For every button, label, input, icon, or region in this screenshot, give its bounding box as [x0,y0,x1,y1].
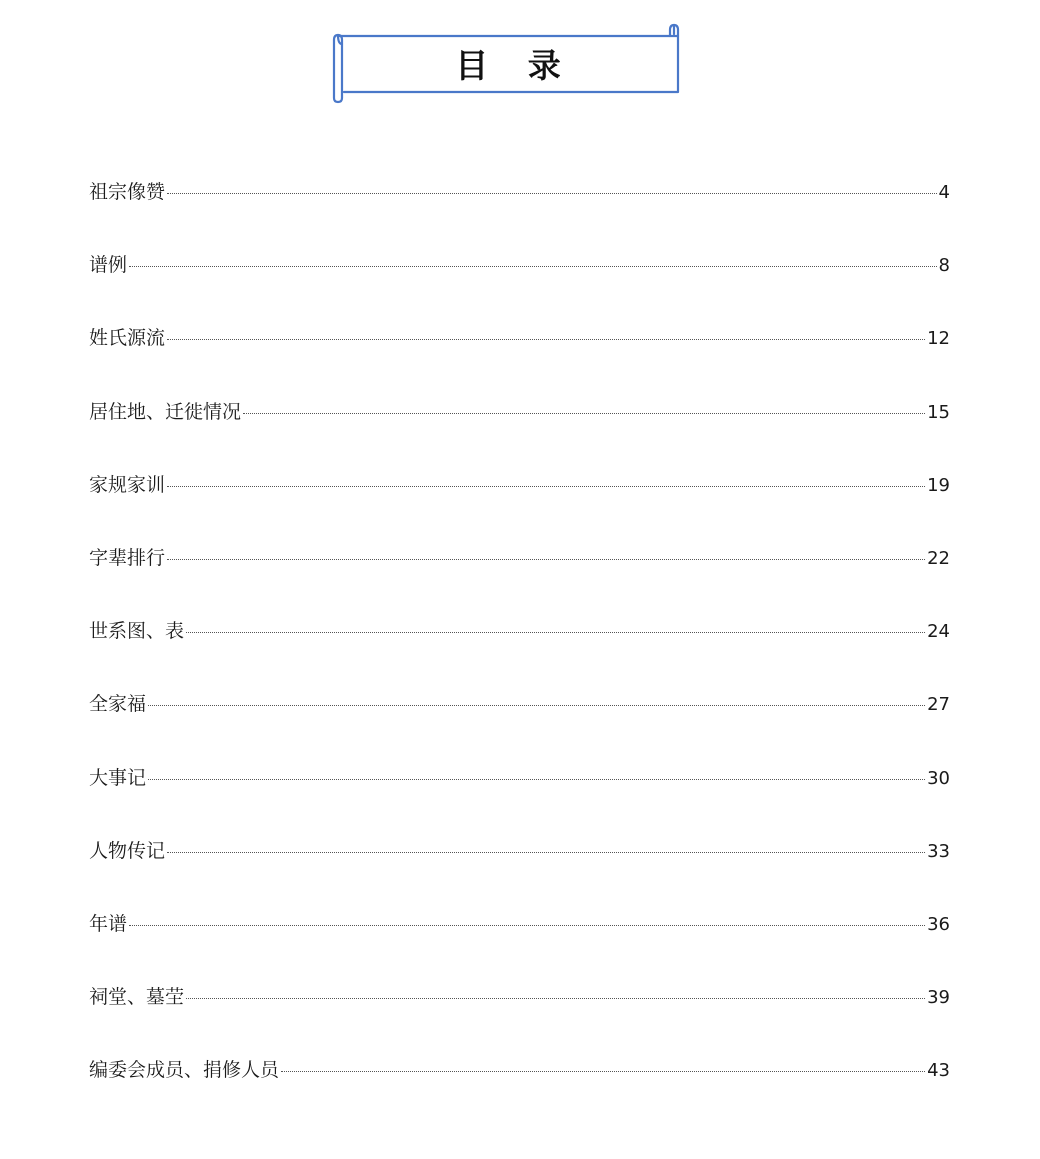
toc-page-number: 43 [927,1060,950,1082]
toc-entry[interactable] [89,175,950,248]
toc-dot-leader [186,998,925,999]
toc-entry[interactable] [89,614,950,687]
toc-page-number: 19 [927,474,950,496]
toc-dot-leader [167,339,925,340]
toc-entry[interactable] [89,907,950,980]
toc-entry-label: 居住地、迁徙情况 [89,400,242,423]
toc-page-number: 22 [927,547,950,569]
toc-entry-label: 祖宗像赞 [89,181,166,203]
toc-dot-leader [167,559,925,560]
toc-page-number: 8 [938,255,950,277]
toc-entry-label: 世系图、表 [89,620,185,643]
toc-dot-leader [167,852,925,853]
toc-entry-label: 谱例 [89,254,128,277]
toc-entry[interactable] [89,468,950,541]
toc-dot-leader [148,779,925,780]
toc-entry[interactable] [89,761,950,834]
toc-page-number: 33 [927,840,950,862]
toc-entry[interactable] [89,980,950,1053]
toc-entry[interactable] [89,395,950,468]
toc-page-number: 24 [927,621,950,643]
toc-page-number: 27 [927,694,950,716]
toc-page-number: 36 [927,913,950,935]
toc-entry-label: 全家福 [89,693,147,716]
toc-page-number: 4 [938,182,950,203]
toc-page-number: 30 [927,767,950,789]
toc-entry[interactable] [89,321,950,394]
toc-entry[interactable] [89,248,950,321]
toc-dot-leader [281,1071,925,1072]
table-of-contents [89,175,950,1126]
toc-entry-label: 编委会成员、捐修人员 [89,1059,280,1082]
toc-entry-label: 大事记 [89,766,147,789]
toc-dot-leader [129,266,937,267]
toc-entry[interactable] [89,1053,950,1126]
toc-entry-label: 祠堂、墓茔 [89,986,185,1009]
toc-page-number: 39 [927,987,950,1009]
toc-entry-label: 年谱 [89,912,128,935]
toc-entry[interactable] [89,541,950,614]
toc-entry-label: 家规家训 [89,473,166,496]
toc-entry[interactable] [89,834,950,907]
toc-dot-leader [167,486,925,487]
title-banner [330,20,686,106]
toc-entry-label: 人物传记 [89,839,166,862]
toc-entry[interactable] [89,687,950,760]
toc-dot-leader [167,193,937,194]
toc-dot-leader [243,413,925,414]
toc-dot-leader [148,705,925,706]
toc-entry-label: 字辈排行 [89,546,166,569]
toc-page-number: 12 [927,328,950,350]
page-title: 目 录 [455,46,575,85]
toc-page-number: 15 [927,401,950,423]
toc-dot-leader [129,925,925,926]
toc-dot-leader [186,632,925,633]
toc-entry-label: 姓氏源流 [89,327,166,350]
